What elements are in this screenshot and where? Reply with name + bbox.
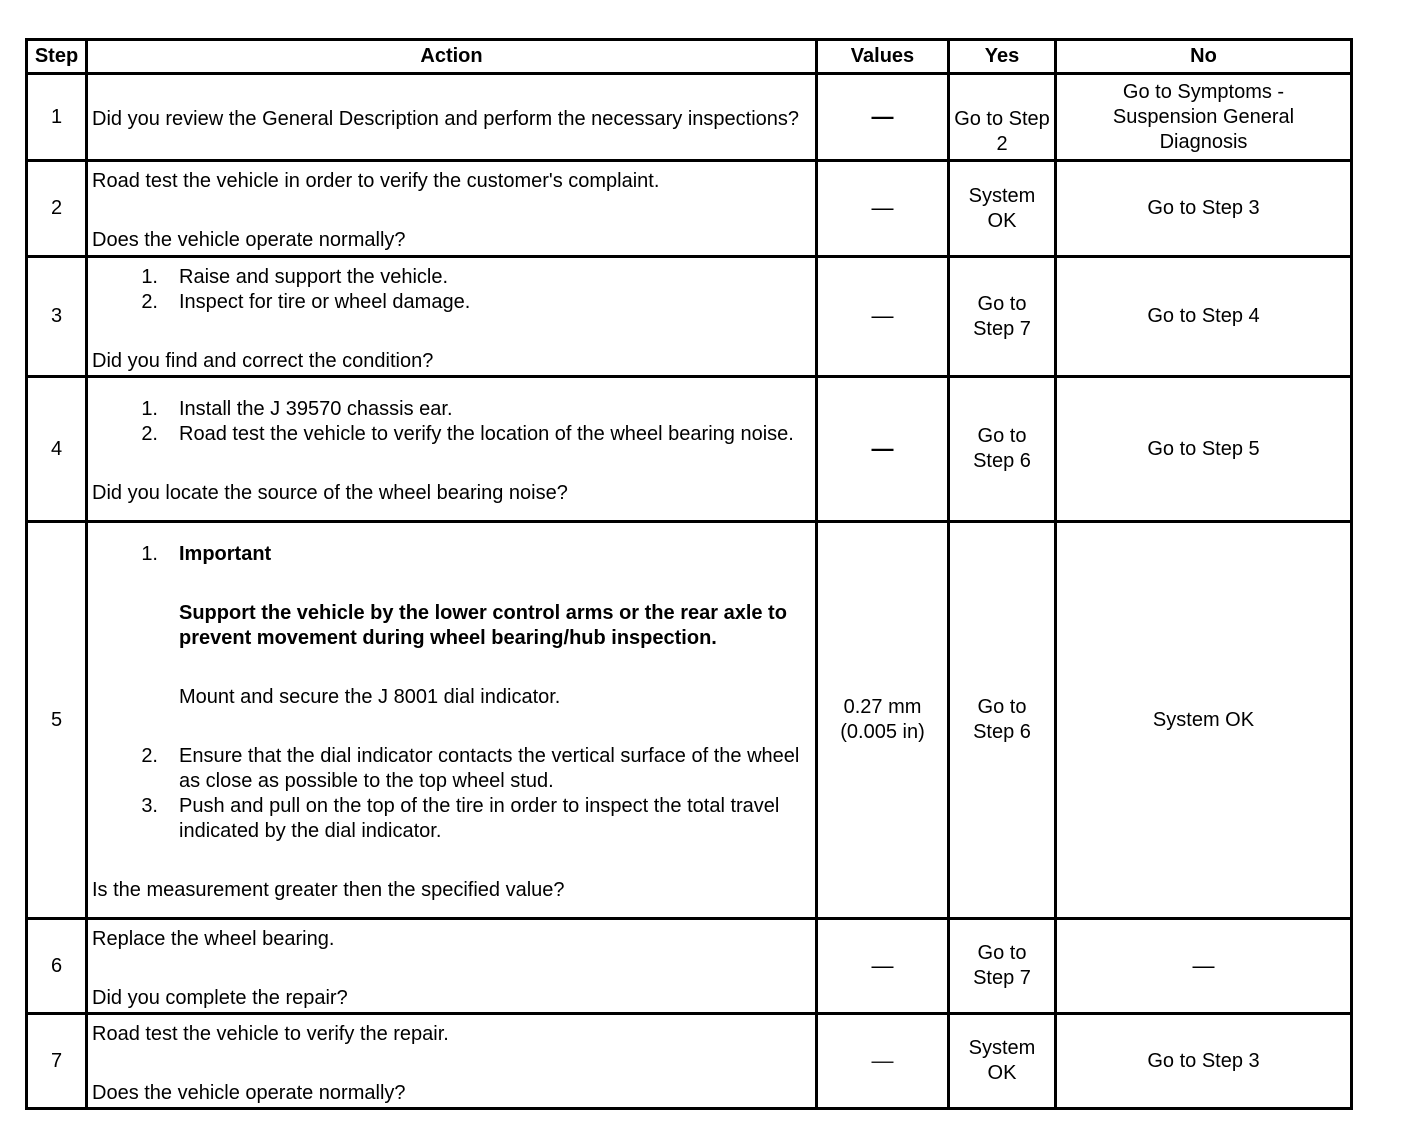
action-cell <box>87 377 817 522</box>
step-number: 3 <box>27 257 87 377</box>
action-cell <box>87 257 817 377</box>
substep-list <box>92 260 811 315</box>
yes-cell <box>949 257 1056 377</box>
values-text: — <box>871 952 894 978</box>
substep-number: 2. <box>141 423 158 445</box>
yes-cell <box>949 377 1056 522</box>
substep <box>92 744 811 794</box>
no-cell <box>1056 257 1352 377</box>
no-text: — <box>1192 952 1215 978</box>
values-metric: 0.27 mm <box>843 696 922 718</box>
values-text: — <box>871 103 894 129</box>
substep-list <box>92 537 811 844</box>
action-text: Road test the vehicle to verify the repair. <box>92 1022 449 1045</box>
yes-text: Go to Step 6 <box>973 425 1031 472</box>
substep <box>92 422 811 447</box>
action-question: Did you locate the source of the wheel bearing noise? <box>92 482 568 504</box>
header-no: No <box>1056 40 1352 74</box>
no-text: System OK <box>1152 708 1255 731</box>
values-text: — <box>871 195 894 220</box>
action-question: Is the measurement greater then the specified value? <box>92 879 565 901</box>
values-imperial: (0.005 in) <box>840 721 925 743</box>
substep <box>92 290 811 315</box>
values-cell <box>817 161 949 257</box>
action-text: Replace the wheel bearing. <box>92 927 335 950</box>
yes-text: System OK <box>968 184 1036 232</box>
step-number: 7 <box>27 1014 87 1109</box>
important-text: Support the vehicle by the lower control arms or the rear axle to prevent movement during wheel bearing/hub inspection. <box>179 602 787 649</box>
header-yes: Yes <box>949 40 1056 74</box>
no-text: Go to Step 3 <box>1147 1049 1260 1072</box>
yes-text: Go to Step 2 <box>954 108 1050 155</box>
no-text: Go to Step 5 <box>1147 437 1260 460</box>
substep-number: 2. <box>141 745 158 767</box>
no-cell <box>1056 522 1352 919</box>
yes-cell <box>949 1014 1056 1109</box>
substep <box>92 794 811 844</box>
no-cell <box>1056 919 1352 1014</box>
substep <box>92 397 811 422</box>
substep-text: Raise and support the vehicle. <box>179 265 449 288</box>
yes-cell <box>949 522 1056 919</box>
no-cell <box>1056 161 1352 257</box>
action-cell <box>87 522 817 919</box>
action-question: Did you find and correct the condition? <box>92 349 434 372</box>
action-question: Does the vehicle operate normally? <box>92 229 406 251</box>
header-step: Step <box>27 40 87 74</box>
table-row <box>27 1014 1352 1109</box>
no-cell <box>1056 74 1352 161</box>
yes-cell <box>949 74 1056 161</box>
yes-cell <box>949 161 1056 257</box>
action-cell <box>87 161 817 257</box>
values-cell <box>817 257 949 377</box>
step-number: 1 <box>27 74 87 161</box>
values-cell <box>817 1014 949 1109</box>
substep-text: Road test the vehicle to verify the location of the wheel bearing noise. <box>179 423 794 445</box>
values-text: — <box>871 303 894 328</box>
substep-number: 1. <box>141 398 158 420</box>
yes-cell <box>949 919 1056 1014</box>
header-action: Action <box>87 40 817 74</box>
table-row <box>27 161 1352 257</box>
step-number: 5 <box>27 522 87 919</box>
table-row <box>27 257 1352 377</box>
action-cell <box>87 74 817 161</box>
no-text: Go to Symptoms - Suspension General Diagnosis <box>1112 80 1295 153</box>
no-cell <box>1056 1014 1352 1109</box>
step-number: 2 <box>27 161 87 257</box>
action-question: Did you complete the repair? <box>92 986 348 1009</box>
values-cell <box>817 377 949 522</box>
action-text: Did you review the General Description and perform the necessary inspections? <box>92 108 800 130</box>
step-number: 4 <box>27 377 87 522</box>
header-row <box>27 40 1352 74</box>
substep-number: 1. <box>141 265 158 288</box>
table-row <box>27 919 1352 1014</box>
substep-number: 2. <box>141 290 158 313</box>
substep-text: Inspect for tire or wheel damage. <box>179 290 471 313</box>
mount-text: Mount and secure the J 8001 dial indicator. <box>179 686 561 708</box>
no-cell <box>1056 377 1352 522</box>
substep-number: 3. <box>141 795 158 817</box>
no-text: Go to Step 4 <box>1147 305 1260 327</box>
yes-text: Go to Step 7 <box>973 292 1031 340</box>
values-cell <box>817 74 949 161</box>
action-cell <box>87 919 817 1014</box>
values-text: — <box>871 1047 894 1073</box>
table-row <box>27 377 1352 522</box>
table-row <box>27 74 1352 161</box>
diagnostic-table <box>25 38 1353 1110</box>
substep-text: Push and pull on the top of the tire in order to inspect the total travel indicated by the dial indicator. <box>179 795 780 842</box>
yes-text: System OK <box>968 1037 1036 1084</box>
no-text: Go to Step 3 <box>1147 197 1260 219</box>
important-label: Important <box>179 543 272 565</box>
values-cell <box>817 522 949 919</box>
action-question: Does the vehicle operate normally? <box>92 1081 406 1104</box>
action-text: Road test the vehicle in order to verify the customer's complaint. <box>92 170 660 192</box>
substep <box>92 542 811 744</box>
table-row <box>27 522 1352 919</box>
header-values: Values <box>817 40 949 74</box>
yes-text: Go to Step 6 <box>973 696 1031 743</box>
values-text: — <box>871 435 894 461</box>
substep-text: Install the J 39570 chassis ear. <box>179 398 453 420</box>
substep-number: 1. <box>141 543 158 565</box>
substep <box>92 265 811 290</box>
step-number: 6 <box>27 919 87 1014</box>
yes-text: Go to Step 7 <box>973 942 1031 989</box>
substep-text: Ensure that the dial indicator contacts the vertical surface of the wheel as close as possible to the top wheel stud. <box>179 745 800 792</box>
substep-list <box>92 392 811 447</box>
action-cell <box>87 1014 817 1109</box>
values-cell <box>817 919 949 1014</box>
